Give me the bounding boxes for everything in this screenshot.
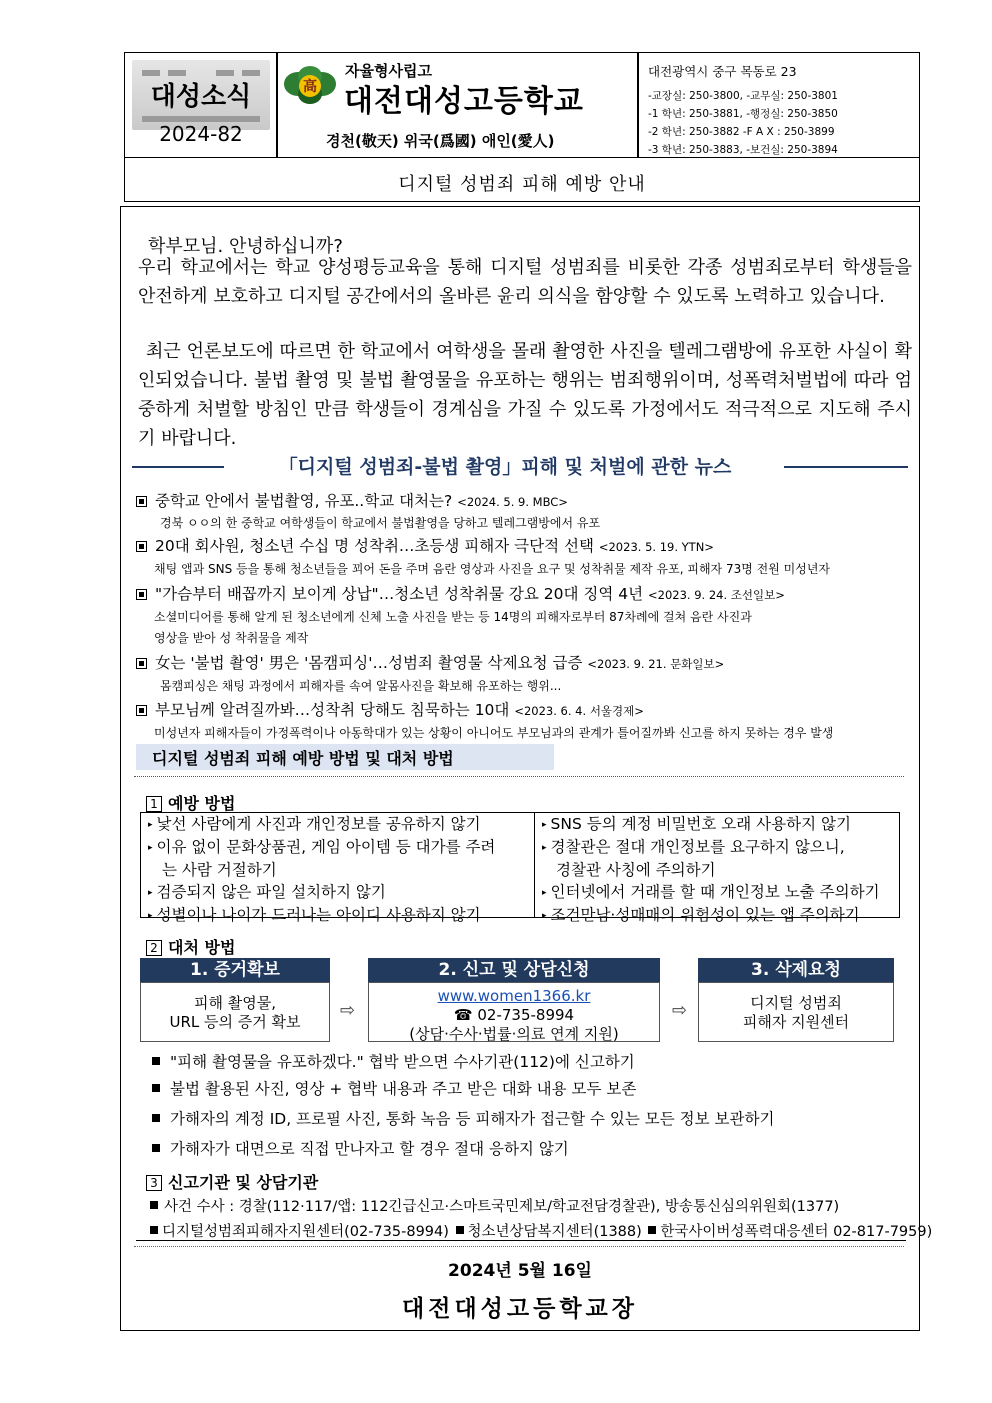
- newsletter-name: 대성소식: [150, 82, 252, 112]
- section-number: 3: [146, 1175, 162, 1191]
- prevention-item: ▸ 경찰관은 절대 개인정보를 요구하지 않으니,: [542, 838, 845, 856]
- news-heading: 「디지털 성범죄-불법 촬영」피해 및 처벌에 관한 뉴스: [278, 456, 732, 478]
- prevention-item: ▸ 낯선 사람에게 사진과 개인정보를 공유하지 않기: [148, 815, 481, 833]
- school-address: 대전광역시 중구 목동로 23: [648, 64, 797, 79]
- checkbox-square-icon: [136, 705, 147, 716]
- response-tip: [152, 1107, 774, 1129]
- section-number: 1: [146, 796, 162, 812]
- dotted-divider: [134, 776, 904, 777]
- greeting: 학부모님. 안녕하십니까?: [148, 236, 343, 257]
- section-title-text: 신고기관 및 상담기관: [168, 1173, 319, 1192]
- bullet-square-icon: [152, 1057, 160, 1065]
- news-summary: 소셜미디어를 통해 알게 된 청소년에게 신체 노출 사진을 받는 등 14명의 피해자로부터 87차례에 걸쳐 음란 사진과: [154, 610, 752, 624]
- arrow-right-icon: ⇨: [340, 1000, 356, 1021]
- news-source: <2023. 5. 19. YTN>: [598, 540, 714, 554]
- agency-text: 사건 수사 : 경찰(112·117/앱: 112긴급신고·스마트국민제보/학교전담경찰관), 방송통신심의위원회(1377): [164, 1199, 840, 1215]
- prevention-item: ▸ 인터넷에서 거래를 할 때 개인정보 노출 주의하기: [542, 883, 880, 901]
- news-summary: 경북 ㅇㅇ의 한 중학교 여학생들이 학교에서 불법촬영을 당하고 텔레그램방에서 유포: [160, 516, 601, 530]
- news-source: <2023. 6. 4. 서울경제>: [514, 704, 644, 718]
- checkbox-square-icon: [136, 541, 147, 552]
- agency-text: 한국사이버성폭력대응센터 02-817-7959): [660, 1224, 933, 1240]
- response-tip-text: "피해 촬영물을 유포하겠다." 협박 받으면 수사기관(112)에 신고하기: [170, 1053, 635, 1071]
- news-summary: 미성년자 피해자들이 가정폭력이나 아동학대가 있는 상황이 아니어도 부모님과의 관계가 틀어질까봐 신고를 하지 못하는 경우 발생: [154, 726, 834, 740]
- bullet-square-icon: [456, 1226, 464, 1234]
- bullet-square-icon: [648, 1226, 656, 1234]
- news-source: <2023. 9. 24. 조선일보>: [648, 588, 785, 602]
- step-text: 피해 촬영물,: [194, 994, 276, 1012]
- prevention-item-cont: 는 사람 거절하기: [162, 861, 277, 879]
- underline-rule: [136, 1240, 906, 1241]
- step-text: (상담·수사·법률·의료 연계 지원): [409, 1025, 619, 1043]
- phone-line: -1 학년: 250-3881, -행정실: 250-3850: [648, 108, 838, 120]
- prevention-item-text: 성별이나 나이가 드러나는 아이디 사용하지 않기: [156, 906, 481, 924]
- header-divider: [637, 52, 639, 158]
- step-text: 피해자 지원센터: [742, 1013, 850, 1031]
- prevention-item: ▸ 이유 없이 문화상품권, 게임 아이템 등 대가를 주려: [148, 838, 496, 856]
- response-tip: [152, 1137, 569, 1159]
- prevention-item-text: 경찰관은 절대 개인정보를 요구하지 않으니,: [550, 838, 845, 856]
- step-header: 1. 증거확보: [140, 958, 330, 982]
- school-type: 자율형사립고: [345, 62, 432, 80]
- news-item: [136, 651, 724, 673]
- school-name: 대전대성고등학교: [344, 84, 584, 119]
- dotted-divider: [134, 1246, 904, 1247]
- news-summary: 채팅 앱과 SNS 등을 통해 청소년들을 꾀어 돈을 주며 음란 영상과 사진을 요구 및 성착취물 제작 유포, 피해자 73명 전원 미성년자: [154, 562, 831, 576]
- website-link[interactable]: www.women1366.kr: [437, 987, 591, 1005]
- prevention-heading: 디지털 성범죄 피해 예방 방법 및 대처 방법: [152, 749, 454, 768]
- issue-date: 2024년 5월 16일: [448, 1261, 592, 1281]
- header-divider: [276, 52, 278, 158]
- response-tip-text: 가해자가 대면으로 직접 만나자고 할 경우 절대 응하지 않기: [170, 1140, 569, 1158]
- agency-line: [150, 1195, 839, 1216]
- prevention-list-right: [542, 813, 898, 927]
- prevention-item: ▸ 조건만남·성매매의 위험성이 있는 앱 주의하기: [542, 906, 860, 924]
- agencies-section-title: [146, 1170, 318, 1193]
- checkbox-square-icon: [136, 658, 147, 669]
- response-tip-text: 불법 촬용된 사진, 영상 + 협박 내용과 주고 받은 대화 내용 모두 보존: [170, 1080, 637, 1098]
- news-headline: 부모님께 알려질까봐…성착취 당해도 침묵하는 10대: [155, 701, 510, 719]
- news-headline: "가슴부터 배꼽까지 보이게 상납"…청소년 성착취물 강요 20대 징역 4년: [155, 585, 644, 603]
- news-item: [136, 698, 644, 720]
- prevention-item-text: SNS 등의 계정 비밀번호 오래 사용하지 않기: [550, 815, 851, 833]
- section-title-text: 대처 방법: [168, 938, 236, 957]
- step-text: 디지털 성범죄: [750, 994, 842, 1012]
- school-logo-icon: [282, 64, 338, 110]
- step-header: 2. 신고 및 상담신청: [368, 958, 660, 982]
- contact-block: [648, 62, 838, 157]
- phone-line: -2 학년: 250-3882 -F A X : 250-3899: [648, 126, 835, 138]
- prevention-item: ▸ SNS 등의 계정 비밀번호 오래 사용하지 않기: [542, 815, 851, 833]
- arrow-right-icon: ⇨: [672, 1000, 688, 1021]
- bullet-square-icon: [150, 1226, 158, 1234]
- news-summary: 몸캠피싱은 채팅 과정에서 피해자를 속여 알몸사진을 확보해 유포하는 행위...: [160, 679, 562, 693]
- news-headline: 중학교 안에서 불법촬영, 유포..학교 대처는?: [155, 492, 453, 510]
- agency-text: 청소년상담복지센터(1388): [467, 1224, 642, 1240]
- phone-line: -3 학년: 250-3883, -보건실: 250-3894: [648, 144, 838, 156]
- prevention-item-text: 검증되지 않은 파일 설치하지 않기: [156, 883, 386, 901]
- step-header: 3. 삭제요청: [698, 958, 894, 982]
- bullet-square-icon: [152, 1114, 160, 1122]
- news-source: <2023. 9. 21. 문화일보>: [587, 657, 725, 671]
- news-headline: 女는 '불법 촬영' 男은 '몸캠피싱'…성범죄 촬영물 삭제요청 급증: [155, 654, 583, 672]
- prevention-item-cont: 경찰관 사칭에 주의하기: [556, 861, 716, 879]
- response-section-title: [146, 935, 235, 958]
- principal-signature: 대전대성고등학교장: [402, 1296, 638, 1322]
- news-item: [136, 534, 714, 556]
- bullet-square-icon: [152, 1144, 160, 1152]
- news-headline: 20대 회사원, 청소년 수십 명 성착취…초등생 피해자 극단적 선택: [155, 537, 594, 555]
- prevention-item-text: 조건만남·성매매의 위험성이 있는 앱 주의하기: [550, 906, 860, 924]
- prevention-item-text: 인터넷에서 거래를 할 때 개인정보 노출 주의하기: [550, 883, 880, 901]
- phone-number: ☎ 02-735-8994: [453, 1006, 575, 1024]
- school-logo-char: 高: [303, 79, 317, 95]
- response-tip: [152, 1077, 636, 1099]
- section-title-text: 예방 방법: [168, 794, 236, 813]
- response-tip-text: 가해자의 계정 ID, 프로필 사진, 통화 녹음 등 피해자가 접근할 수 있는 모든 정보 보관하기: [170, 1110, 775, 1128]
- response-tip: [152, 1050, 635, 1072]
- bullet-square-icon: [152, 1084, 160, 1092]
- table-divider: [534, 812, 535, 918]
- prevention-item: ▸ 검증되지 않은 파일 설치하지 않기: [148, 883, 386, 901]
- agency-text: 디지털성범죄피해자지원센터(02-735-8994): [162, 1224, 449, 1240]
- step-box: [368, 982, 660, 1042]
- intro-paragraph: 우리 학교에서는 학교 양성평등교육을 통해 디지털 성범죄를 비롯한 각종 성범죄로부터 학생들을 안전하게 보호하고 디지털 공간에서의 올바른 윤리 의식을 함양할 수 있도록 노력하고 있습니다.: [138, 257, 912, 307]
- step-text: URL 등의 증거 확보: [169, 1013, 301, 1031]
- notice-title: 디지털 성범죄 피해 예방 안내: [398, 174, 646, 195]
- prevention-item: ▸ 성별이나 나이가 드러나는 아이디 사용하지 않기: [148, 906, 481, 924]
- step-box: [698, 982, 894, 1042]
- prevention-item-text: 낯선 사람에게 사진과 개인정보를 공유하지 않기: [156, 815, 481, 833]
- news-source: <2024. 5. 9. MBC>: [457, 495, 568, 509]
- heading-rule: [784, 466, 908, 468]
- checkbox-square-icon: [136, 589, 147, 600]
- intro-paragraph: [138, 337, 912, 453]
- issue-number: 2024-82: [159, 122, 243, 146]
- phone-line: -교장실: 250-3800, -교무실: 250-3801: [648, 90, 838, 102]
- intro-paragraph-text: 최근 언론보도에 따르면 한 학교에서 여학생을 몰래 촬영한 사진을 텔레그램방에 유포한 사실이 확인되었습니다. 불법 촬영 및 불법 촬영물을 유포하는 행위는 범죄행위이며, 성폭력처벌법에 따라 엄중하게 처벌할 방침인 만큼 학생들이 경계심을 가질 수 있도록 가정에서도 적극적으로 지도해 주시기 바랍니다.: [138, 341, 912, 449]
- heading-rule: [132, 466, 224, 468]
- agency-line: [150, 1220, 932, 1241]
- section-number: 2: [146, 940, 162, 956]
- news-item: [136, 582, 785, 604]
- news-summary: 영상을 받아 성 착취물을 제작: [154, 631, 309, 645]
- checkbox-square-icon: [136, 496, 147, 507]
- news-item: [136, 489, 568, 511]
- prevention-list-left: [148, 813, 532, 927]
- step-box: [140, 982, 330, 1042]
- prevention-item-text: 이유 없이 문화상품권, 게임 아이템 등 대가를 주려: [156, 838, 496, 856]
- prevention-section-title: [146, 791, 235, 814]
- school-motto: 경천(敬天) 위국(爲國) 애인(愛人): [326, 132, 555, 150]
- bullet-square-icon: [150, 1201, 158, 1209]
